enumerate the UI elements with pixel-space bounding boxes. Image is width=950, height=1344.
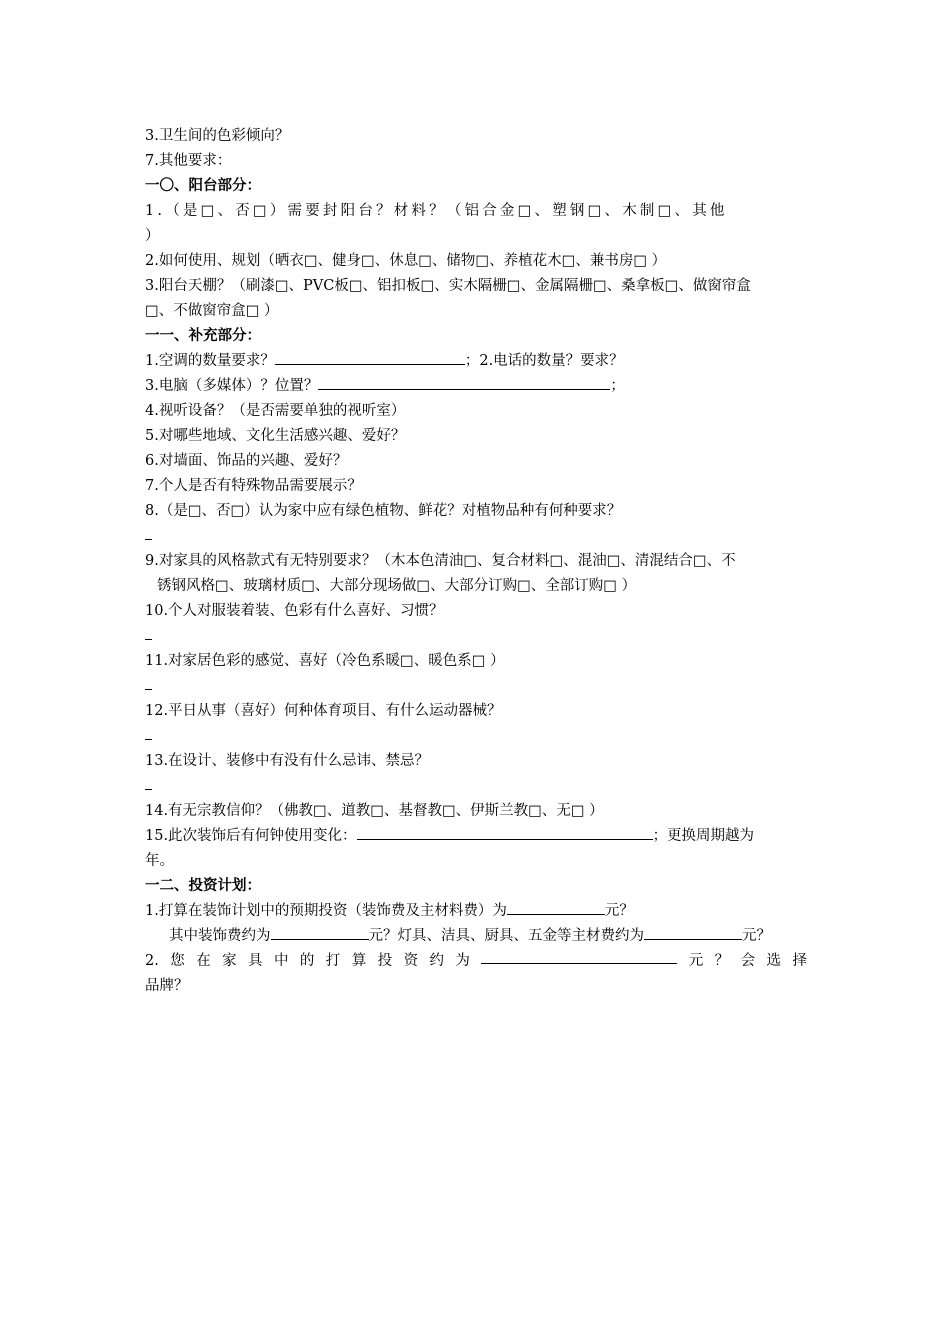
bathroom-color-question: 3.卫生间的色彩倾向？ [145,128,290,144]
supplement-q11: 11.对家居色彩的感觉、喜好（冷色系暖□、暖色系□ ） [145,653,505,669]
supplement-q12: 12.平日从事（喜好）何种体育项目、有什么运动器械？ [145,703,502,719]
answer-blank-q10[interactable] [145,624,825,649]
supplement-q10: 10.个人对服装着装、色彩有什么喜好、习惯？ [145,603,444,619]
supplement-q13: 13.在设计、装修中有没有什么忌讳、禁忌？ [145,753,430,769]
total-budget-blank[interactable] [507,900,605,915]
balcony-q1: 1.（是□、否□）需要封阳台？材料？（铝合金□、塑钢□、木制□、其他 [145,203,728,219]
answer-blank-q13[interactable] [145,774,825,799]
answer-blank-q11[interactable] [145,674,825,699]
supplement-q7: 7.个人是否有特殊物品需要展示？ [145,478,362,494]
usage-change-blank[interactable] [357,825,653,840]
balcony-q1-cont: ） [145,228,160,244]
supplement-q4: 4.视听设备？（是否需要单独的视听室） [145,403,406,419]
supplement-q5: 5.对哪些地域、文化生活感兴趣、爱好？ [145,428,406,444]
supplement-q8: 8.（是□、否□）认为家中应有绿色植物、鲜花？对植物品种有何种要求？ [145,503,622,519]
investment-q2-cont: 品牌？ [145,978,189,994]
section-supplement-heading: 一一、补充部分： [145,328,261,344]
supplement-q3: 3.电脑（多媒体）？位置？ ； [145,374,825,399]
supplement-q9: 9.对家具的风格款式有无特别要求？（木本色清油□、复合材料□、混油□、清混结合□、不 [145,553,736,569]
computer-blank[interactable] [318,375,610,390]
supplement-q6: 6.对墙面、饰品的兴趣、爱好？ [145,453,348,469]
answer-blank-q12[interactable] [145,724,825,749]
supplement-q9-cont: 锈钢风格□、玻璃材质□、大部分现场做□、大部分订购□、全部订购□ ） [157,578,637,594]
investment-q1: 1.打算在装饰计划中的预期投资（装饰费及主材料费）为 元？ [145,899,825,924]
balcony-q3-cont: □、不做窗帘盒□ ） [145,303,279,319]
supplement-q1: 1.空调的数量要求？ ；2.电话的数量？要求？ [145,349,825,374]
supplement-q14: 14.有无宗教信仰？（佛教□、道教□、基督教□、伊斯兰教□、无□ ） [145,803,604,819]
balcony-q2: 2.如何使用、规划（晒衣□、健身□、休息□、储物□、养植花木□、兼书房□ ） [145,253,667,269]
other-requirements: 7.其他要求： [145,153,232,169]
investment-q1-detail: 其中装饰费约为 元？灯具、洁具、厨具、五金等主材费约为 元？ [145,924,825,949]
aircon-blank[interactable] [275,350,465,365]
decoration-fee-blank[interactable] [271,925,369,940]
balcony-q3: 3.阳台天棚？（刷漆□、PVC板□、铝扣板□、实木隔栅□、金属隔栅□、桑拿板□、做窗帘盒 [145,278,751,294]
investment-q2: 2. 您 在 家 具 中 的 打 算 投 资 约 为 元 ？ 会 选 择 [145,949,807,974]
material-fee-blank[interactable] [644,925,742,940]
furniture-budget-blank[interactable] [481,949,677,964]
section-investment-heading: 一二、投资计划： [145,878,261,894]
questionnaire-page [145,124,825,999]
answer-blank-q8[interactable] [145,524,825,549]
section-balcony-heading: 一〇、阳台部分： [145,178,261,194]
supplement-q15-cont: 年。 [145,853,174,869]
supplement-q15: 15.此次装饰后有何钟使用变化： ；更换周期越为 [145,824,825,849]
